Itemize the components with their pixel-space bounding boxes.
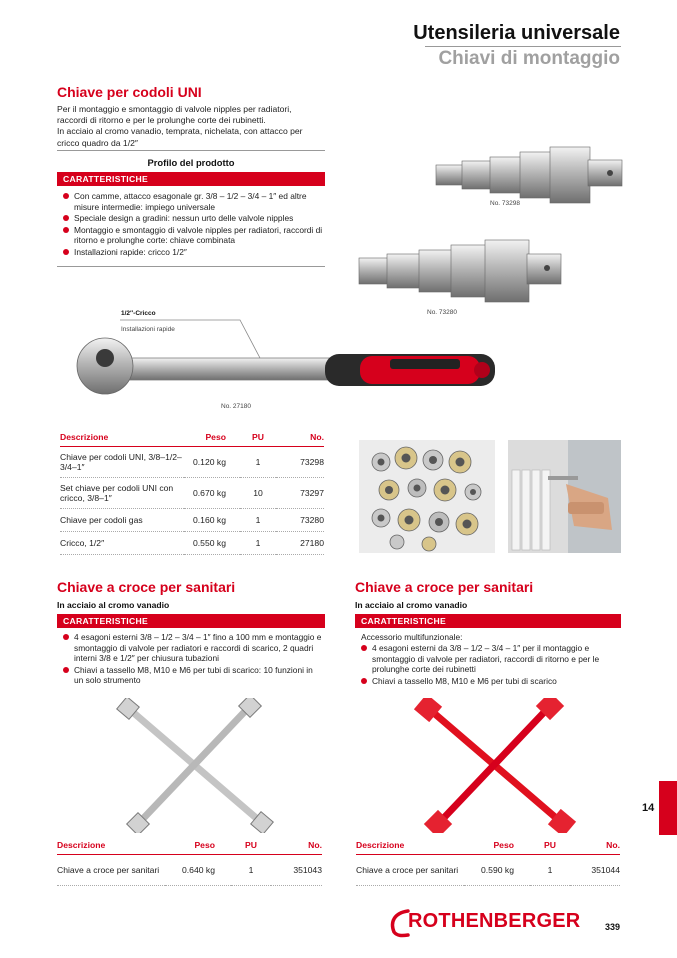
section1-title: Chiave per codoli UNI [57, 84, 202, 100]
cell-peso: 0.120 kg [184, 447, 240, 478]
col-descrizione: Descrizione [356, 840, 464, 855]
cell-desc: Set chiave per codoli UNI con cricco, 3/8–1″ [60, 478, 184, 509]
profile-label: Profilo del prodotto [147, 157, 235, 168]
cell-desc: Chiave per codoli gas [60, 509, 184, 532]
brand-logo: ROTHENBERGER [408, 910, 581, 932]
product-table-351044 [356, 840, 620, 886]
feature-item: Speciale design a gradini: nessun urto delle valvole nipples [62, 213, 324, 224]
table-row [57, 855, 322, 886]
header-divider [425, 46, 621, 47]
ratchet-label: 1/2″-Cricco [121, 310, 156, 317]
page-number: 339 [605, 922, 621, 932]
col-peso: Peso [165, 840, 231, 855]
col-no: No. [276, 432, 324, 447]
col-peso: Peso [464, 840, 530, 855]
col-no: No. [570, 840, 620, 855]
feature-item: Installazioni rapide: cricco 1/2″ [62, 247, 324, 258]
cell-peso: 0.160 kg [184, 509, 240, 532]
cell-desc: Chiave a croce per sanitari [57, 855, 165, 886]
table-row [60, 532, 324, 555]
table-row [60, 509, 324, 532]
section3-intro: Accessorio multifunzionale: [361, 632, 463, 642]
features-bar: CARATTERISTICHE [57, 172, 325, 186]
feature-item: 4 esagoni esterni da 3/8 – 1/2 – 3/4 – 1″ per il montaggio e smontaggio di valvole per radiatori, raccordi di ritorno e per le prolunghe corte dei rubinetti [360, 643, 622, 675]
col-descrizione: Descrizione [60, 432, 184, 447]
cell-no: 351043 [271, 855, 322, 886]
col-pu: PU [530, 840, 570, 855]
uni-key-73298-image [430, 135, 630, 205]
table-header-row [60, 432, 324, 447]
feature-item: 4 esagoni esterni 3/8 – 1/2 – 3/4 – 1″ fino a 100 mm e montaggio e smontaggio di valvole per radiatori e raccordi di scarico, 2 quadri interni 3/8 e 1/2″ per chiusura tubazioni [62, 632, 324, 664]
intro-line: In acciaio al cromo vanadio, temprata, nichelata, con attacco per [57, 126, 303, 137]
cell-peso: 0.590 kg [464, 855, 530, 886]
section3-features-list [360, 643, 622, 687]
feature-item: Montaggio e smontaggio di valvole nipples per radiatori, raccordi di ritorno e prolunghe corte: chiave combinata [62, 225, 324, 246]
radiator-usage-photo [508, 440, 621, 553]
feature-item: Con camme, attacco esagonale gr. 3/8 – 1/2 – 3/4 – 1″ ed altre misure intermedie: impiego universale [62, 191, 324, 212]
col-pu: PU [240, 432, 276, 447]
col-descrizione: Descrizione [57, 840, 165, 855]
cell-desc: Chiave a croce per sanitari [356, 855, 464, 886]
cell-pu: 1 [530, 855, 570, 886]
section3-title: Chiave a croce per sanitari [355, 579, 534, 595]
section1-intro [57, 104, 327, 149]
page-subtitle: Chiavi di montaggio [438, 48, 620, 69]
cell-no: 73297 [276, 478, 324, 509]
caption-27180: No. 27180 [221, 403, 251, 410]
section2-title: Chiave a croce per sanitari [57, 579, 236, 595]
cell-no: 73298 [276, 447, 324, 478]
ratchet-27180-image [60, 318, 500, 408]
product-table-uni [60, 432, 324, 555]
cell-pu: 1 [240, 447, 276, 478]
cell-pu: 1 [240, 532, 276, 555]
intro-line: Per il montaggio e smontaggio di valvole nipples per radiatori, [57, 104, 292, 114]
cross-wrench-351044-image [410, 698, 580, 833]
cell-pu: 1 [231, 855, 271, 886]
cell-pu: 1 [240, 509, 276, 532]
feature-item: Chiavi a tassello M8, M10 e M6 per tubi di scarico [360, 676, 622, 687]
table-header-row [57, 840, 322, 855]
section2-features-list [62, 632, 324, 687]
table-row [356, 855, 620, 886]
cell-peso: 0.670 kg [184, 478, 240, 509]
cell-desc: Cricco, 1/2″ [60, 532, 184, 555]
chapter-number: 14 [642, 802, 655, 814]
col-no: No. [271, 840, 322, 855]
table-row [60, 447, 324, 478]
caption-73298: No. 73298 [490, 200, 520, 207]
cell-pu: 10 [240, 478, 276, 509]
chapter-tab [659, 781, 677, 835]
cell-peso: 0.550 kg [184, 532, 240, 555]
intro-line: raccordi di ritorno e per le prolunghe corte dei rubinetti. [57, 115, 266, 126]
feature-item: Chiavi a tassello M8, M10 e M6 per tubi di scarico: 10 funzioni in un solo strumento [62, 665, 324, 686]
table-header-row [356, 840, 620, 855]
caption-73280: No. 73280 [427, 309, 457, 316]
features-list [62, 191, 324, 259]
section2-material: In acciaio al cromo vanadio [57, 600, 170, 610]
section3-material: In acciaio al cromo vanadio [355, 600, 468, 610]
col-peso: Peso [184, 432, 240, 447]
intro-line: cricco quadro da 1/2″ [57, 137, 138, 148]
page-title: Utensileria universale [413, 22, 620, 44]
section3-features-bar: CARATTERISTICHE [355, 614, 621, 628]
section2-features-bar: CARATTERISTICHE [57, 614, 325, 628]
cell-no: 27180 [276, 532, 324, 555]
ratchet-sublabel: Installazioni rapide [121, 326, 175, 333]
fittings-photo [359, 440, 495, 553]
cell-desc: Chiave per codoli UNI, 3/8–1/2–3/4–1″ [60, 447, 184, 478]
cross-wrench-351043-image [110, 698, 280, 833]
profile-divider [57, 150, 325, 151]
cell-no: 73280 [276, 509, 324, 532]
col-pu: PU [231, 840, 271, 855]
gas-key-73280-image [355, 228, 565, 308]
table-row [60, 478, 324, 509]
cell-no: 351044 [570, 855, 620, 886]
features-divider [57, 266, 325, 267]
cell-peso: 0.640 kg [165, 855, 231, 886]
product-table-351043 [57, 840, 322, 886]
